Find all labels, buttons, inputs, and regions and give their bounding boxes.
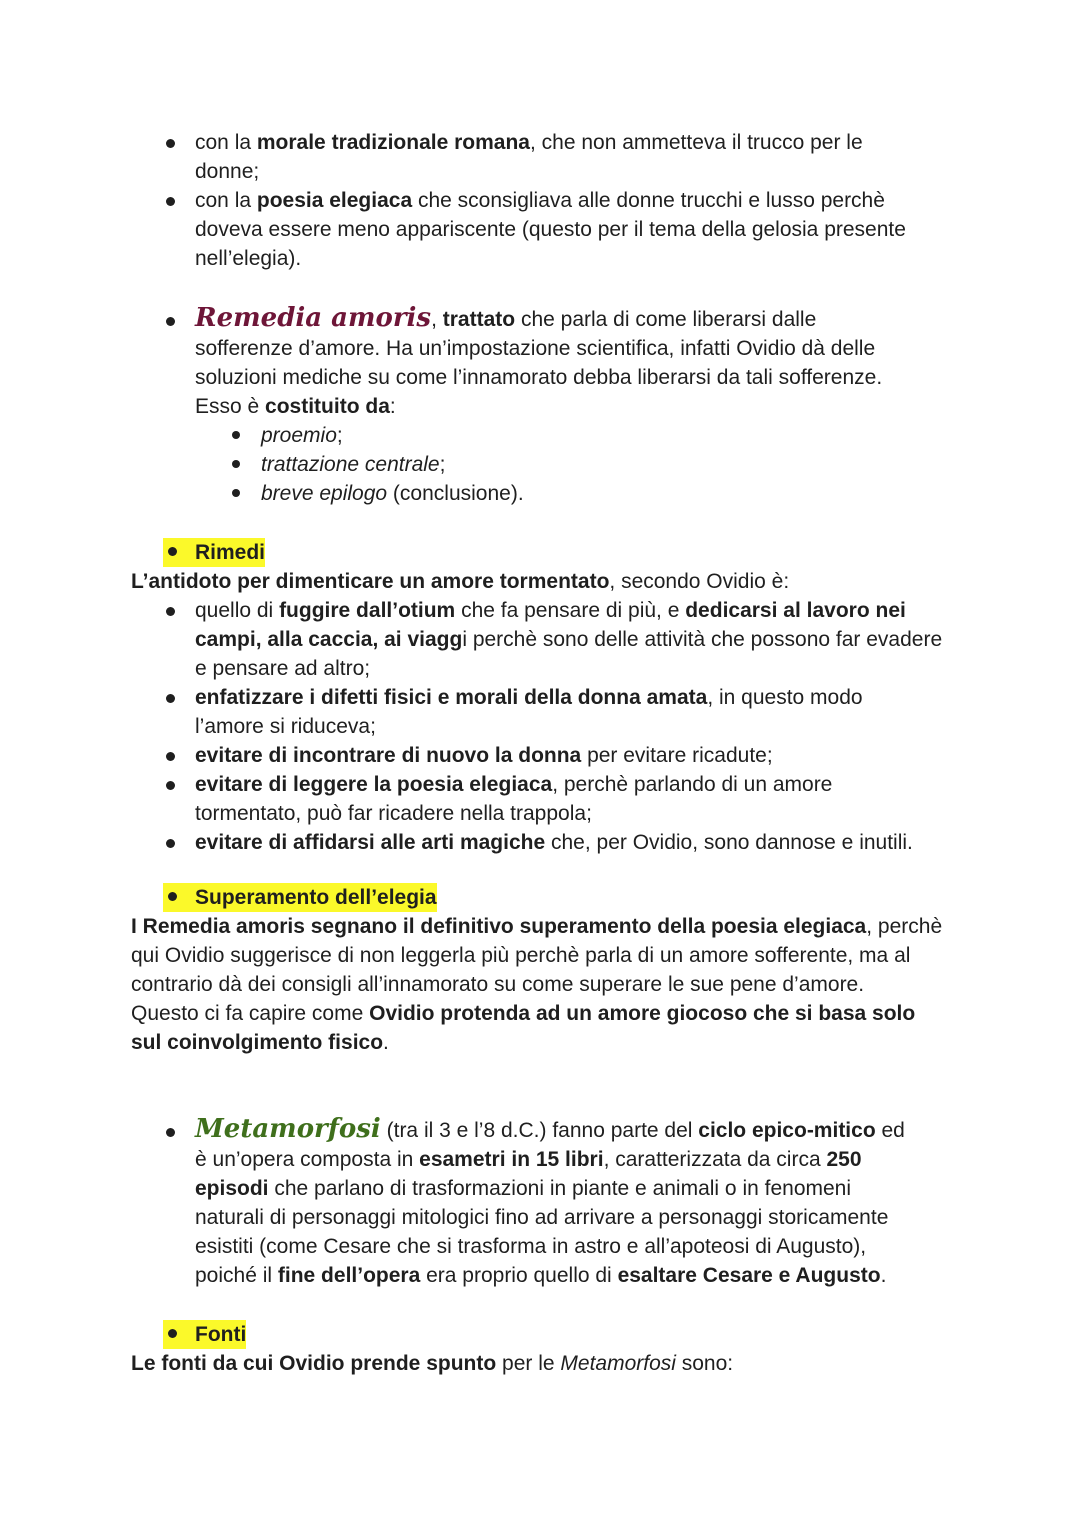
italic-text: proemio — [261, 424, 337, 447]
list-item: enfatizzare i difetti fisici e morali della donna amata, in questo modo l’amore si riduceva; — [195, 683, 905, 741]
text: : — [389, 395, 396, 418]
bullet-icon — [168, 547, 177, 556]
work-title: Remedia amoris — [195, 303, 432, 333]
bullet-icon — [166, 752, 175, 761]
bullet-icon — [166, 607, 175, 616]
bullet-icon — [166, 839, 175, 848]
bold-text: L’antidoto per dimenticare un amore tormentato — [131, 570, 610, 593]
bullet-icon — [232, 431, 240, 439]
bullet-icon — [166, 694, 175, 703]
text: che sconsigliava alle donne trucchi e lusso perchè doveva essere meno appariscente (questo per il tema della gelosia presente nell’elegia). — [195, 189, 906, 270]
text: , che non ammetteva il trucco per le donne; — [195, 131, 863, 183]
list-item — [261, 450, 1000, 479]
italic-text: trattazione centrale — [261, 453, 440, 476]
bullet-icon — [232, 460, 240, 468]
bold-text: poesia elegiaca — [256, 189, 413, 212]
text: che parla di come liberarsi dalle sofferenze d’amore. Ha un’impostazione scientifica, infatti Ovidio dà delle soluzioni mediche su come l’innamorato debba liberarsi da tali sofferenze. — [195, 308, 883, 389]
bullet-icon — [168, 1329, 177, 1338]
text: con la — [195, 131, 257, 154]
bullet-icon — [166, 139, 175, 148]
text: Esso è — [195, 395, 266, 418]
work-title: Metamorfosi — [195, 1114, 381, 1144]
superamento-heading: Superamento dell’elegia — [163, 883, 437, 912]
bullet-icon — [166, 1128, 175, 1137]
list-item: quello di fuggire dall’otium che fa pensare di più, e dedicarsi al lavoro nei campi, alla caccia, ai viaggi perchè sono delle attività che possono far evadere e pensare ad altro; — [195, 596, 945, 683]
list-item: evitare di incontrare di nuovo la donna per evitare ricadute; — [195, 741, 975, 770]
list-item — [195, 128, 915, 186]
bullet-icon — [232, 489, 240, 497]
list-item — [195, 304, 895, 421]
fonti-intro: Le fonti da cui Ovidio prende spunto per le Metamorfosi sono: — [131, 1352, 734, 1375]
text: (conclusione). — [387, 482, 524, 505]
fonti-heading: Fonti — [163, 1320, 246, 1349]
metamorfosi-section — [0, 1115, 1000, 1290]
list-item — [195, 186, 945, 273]
rimedi-heading: Rimedi — [163, 538, 265, 567]
bullet-icon — [166, 197, 175, 206]
bold-text: costituito da — [265, 395, 390, 418]
list-item: evitare di affidarsi alle arti magiche che, per Ovidio, sono dannose e inutili. — [195, 828, 995, 857]
italic-text: breve epilogo — [261, 482, 388, 505]
bullet-icon — [166, 781, 175, 790]
list-item: evitare di leggere la poesia elegiaca, perchè parlando di un amore tormentato, può far ricadere nella trappola; — [195, 770, 875, 828]
bold-text: morale tradizionale romana — [256, 131, 530, 154]
text: ; — [336, 424, 343, 447]
list-item — [261, 479, 1000, 508]
bullet-icon — [166, 317, 175, 326]
rimedi-intro — [131, 567, 971, 596]
text: , — [431, 308, 437, 331]
bullet-icon — [168, 892, 177, 901]
text: ; — [439, 453, 446, 476]
bold-text: trattato — [442, 308, 516, 331]
text: , secondo Ovidio è: — [609, 570, 790, 593]
superamento-paragraph: I Remedia amoris segnano il definitivo superamento della poesia elegiaca, perchè qui Ovidio suggerisce di non leggerla più perchè parla di un amore sofferente, ma al contrario dà dei consigli all’innamorato su come superare le sue pene d’amore. Questo ci fa capire come Ovidio protenda ad un amore giocoso che si basa solo sul coinvolgimento fisico. — [131, 915, 943, 1054]
text: con la — [195, 189, 257, 212]
list-item — [261, 421, 1000, 450]
remedia-section — [0, 304, 1000, 508]
rimedi-list — [0, 596, 1000, 857]
list-item: Metamorfosi (tra il 3 e l’8 d.C.) fanno parte del ciclo epico-mitico ed è un’opera composta in esametri in 15 libri, caratterizzata da circa 250 episodi che parlano di trasformazioni in piante e animali o in fenomeni naturali di personaggi mitologici fino ad arrivare a personaggi storicamente esistiti (come Cesare che si trasforma in astro e all’apoteosi di Augusto), poiché il fine dell’opera era proprio quello di esaltare Cesare e Augusto. — [195, 1115, 920, 1290]
list-top — [0, 128, 1000, 273]
